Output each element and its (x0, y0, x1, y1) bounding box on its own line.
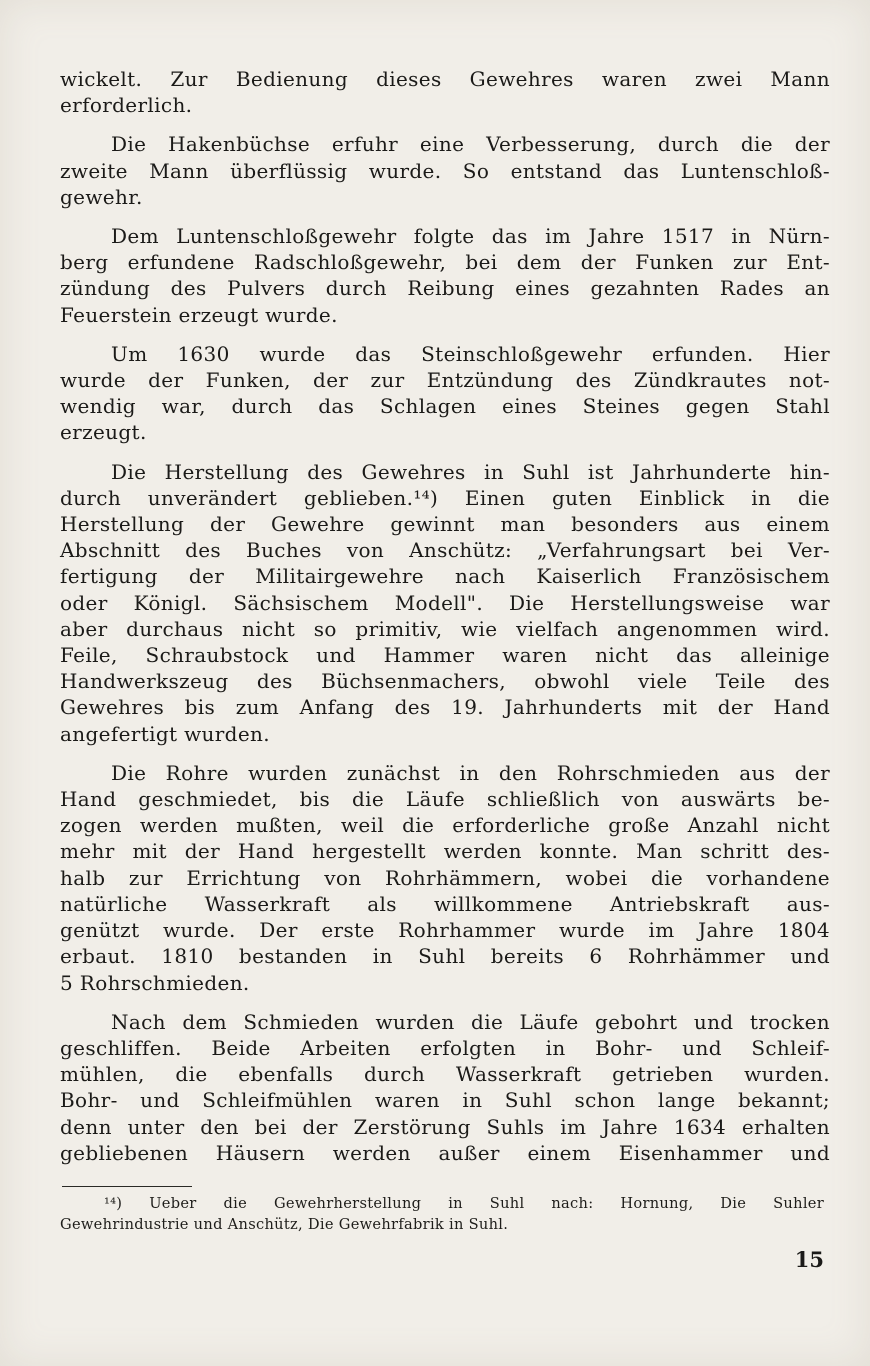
text-line: erzeugt. (60, 420, 147, 445)
text-line: Die Hakenbüchse erfuhr eine Verbesserung, durch die der (111, 132, 830, 157)
footnote (60, 1193, 824, 1235)
text-line: wendig war, durch das Schlagen eines Steines gegen Stahl (60, 394, 830, 419)
text-line: wickelt. Zur Bedienung dieses Gewehres waren zwei Mann (60, 67, 830, 91)
text-line: zündung des Pulvers durch Reibung eines gezahnten Rades an (60, 276, 830, 301)
text-line: fertigung der Militairgewehre nach Kaiserlich Französischem (60, 564, 830, 589)
text-line: gebliebenen Häusern werden außer einem Eisenhammer und (60, 1140, 830, 1165)
text-line: oder Königl. Sächsischem Modell". Die Herstellungsweise war (60, 590, 830, 615)
text-line: mehr mit der Hand hergestellt werden konnte. Man schritt des- (60, 839, 830, 864)
text-line: Bohr- und Schleifmühlen waren in Suhl schon lange bekannt; (60, 1088, 830, 1113)
text-line: berg erfundene Radschloßgewehr, bei dem der Funken zur Ent- (60, 250, 830, 275)
footnote-divider (62, 1186, 192, 1187)
text-line: wurde der Funken, der zur Entzündung des Zündkrautes not- (60, 368, 830, 393)
text-line: geschliffen. Beide Arbeiten erfolgten in Bohr- und Schleif- (60, 1035, 830, 1060)
paragraph (60, 131, 830, 210)
paragraph (60, 66, 830, 118)
paragraph (60, 1009, 830, 1166)
text-line: erbaut. 1810 bestanden in Suhl bereits 6 Rohrhämmer und (60, 944, 830, 969)
footnote-line: Gewehrindustrie und Anschütz, Die Gewehrfabrik in Suhl. (60, 1216, 509, 1233)
text-line: Die Rohre wurden zunächst in den Rohrschmieden aus der (111, 760, 830, 785)
text-line: gewehr. (60, 184, 143, 209)
text-line: mühlen, die ebenfalls durch Wasserkraft getrieben wurden. (60, 1062, 830, 1087)
text-line: Hand geschmiedet, bis die Läufe schließlich von auswärts be- (60, 787, 830, 812)
text-line: Feuerstein erzeugt wurde. (60, 302, 338, 327)
text-line: genützt wurde. Der erste Rohrhammer wurde im Jahre 1804 (60, 918, 830, 943)
text-line: Feile, Schraubstock und Hammer waren nicht das alleinige (60, 643, 830, 668)
text-line: aber durchaus nicht so primitiv, wie vielfach angenommen wird. (60, 616, 830, 641)
text-line: angefertigt wurden. (60, 721, 270, 746)
text-line: halb zur Errichtung von Rohrhämmern, wobei die vorhandene (60, 865, 830, 890)
text-line: Um 1630 wurde das Steinschloßgewehr erfunden. Hier (111, 341, 830, 366)
text-line: natürliche Wasserkraft als willkommene Antriebskraft aus- (60, 891, 830, 916)
text-line: Die Herstellung des Gewehres in Suhl ist Jahrhunderte hin- (111, 459, 830, 484)
body-text (60, 66, 830, 1179)
text-line: Herstellung der Gewehre gewinnt man besonders aus einem (60, 512, 830, 537)
footnote-line: ¹⁴) Ueber die Gewehrherstellung in Suhl nach: Hornung, Die Suhler (104, 1195, 824, 1212)
text-line: 5 Rohrschmieden. (60, 970, 250, 995)
paragraph (60, 341, 830, 446)
text-line: Gewehres bis zum Anfang des 19. Jahrhunderts mit der Hand (60, 695, 830, 720)
text-line: Nach dem Schmieden wurden die Läufe gebohrt und trocken (111, 1009, 830, 1034)
text-line: zogen werden mußten, weil die erforderliche große Anzahl nicht (60, 813, 830, 838)
text-line: Abschnitt des Buches von Anschütz: „Verfahrungsart bei Ver- (60, 538, 830, 563)
text-line: Handwerkszeug des Büchsenmachers, obwohl viele Teile des (60, 669, 830, 694)
paragraph (60, 459, 830, 747)
paragraph (60, 760, 830, 996)
text-line: denn unter den bei der Zerstörung Suhls im Jahre 1634 erhalten (60, 1114, 830, 1139)
text-line: zweite Mann überflüssig wurde. So entstand das Luntenschloß- (60, 158, 830, 183)
paragraph (60, 223, 830, 328)
page-number: 15 (794, 1247, 824, 1272)
text-line: durch unverändert geblieben.¹⁴) Einen guten Einblick in die (60, 485, 830, 510)
text-line: erforderlich. (60, 93, 193, 118)
text-line: Dem Luntenschloßgewehr folgte das im Jahre 1517 in Nürn- (111, 224, 830, 249)
